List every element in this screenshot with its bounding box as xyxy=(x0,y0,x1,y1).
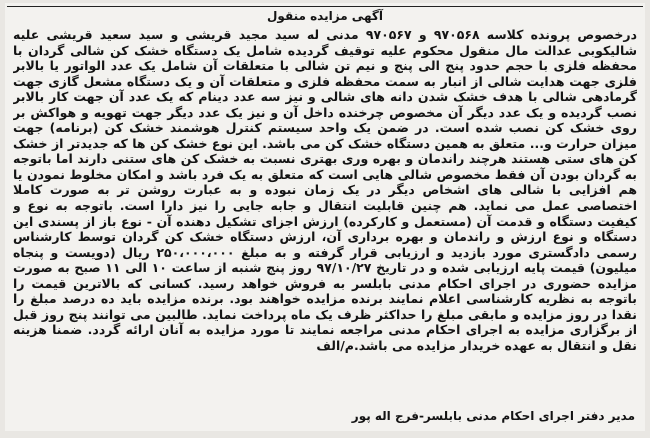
notice-title: آگهی مزایده منقول xyxy=(267,9,383,23)
notice-signature: مدیر دفتر اجرای احکام مدنی بابلسر-فرج اله پور xyxy=(351,409,635,423)
notice-body: درخصوص پرونده کلاسه ۹۷۰۵۶۸ و ۹۷۰۵۶۷ مدنی له سید مجید قریشی و سید سعید قریشی علیه شالیکوبی عدالت مال منقول محکوم علیه توقیف گردیده شامل یک دستگاه خشک کن شالی گردان با محفظه فلزی با حجم حدود پنج الی پنج و نیم تن شالی با متعلقات آن شامل یک عدد الواتور یا بالابر فلزی جهت هدایت شالی از انبار به سمت محفظه فلزی و متعلقات آن و یک دستگاه مشعل گازی جهت گرمادهی شالی با هدف خشک شدن دانه های شالی و نیز سه عدد دینام که یک عدد آن جهت کار بالابر نصب گردیده و یک عدد دیگر آن مخصوص چرخنده داخل آن و نیز یک عدد دیگر جهت تهویه و هواکش بر روی خشک کن نصب شده است. در ضمن یک واحد سیستم کنترل هوشمند خشک کن (برنامه) جهت میزان حرارت و... متعلق به همین دستگاه خشک کن می باشد. این نوع خشک کن ها که جدیدتر از خشک کن های ستی هستند هرچند راندمان و بهره وری بهتری نسبت به خشک کن های ستنی دارند اما باتوجه به گردان بودن آن فقط مخصوص شالی هایی است که متعلق به یک فرد باشد و امکان مخلوط نمودن یا هم افزایی با شالی های اشخاص دیگر در یک زمان نبوده و به عبارت روشن تر به صورت کاملا اختصاصی عمل می نماید. هم چنین قابلیت انتقال و جابه جایی را نیز دارا است. باتوجه به نوع و کیفیت دستگاه و قدمت آن (مستعمل و کارکرده) ارزش اجزای تشکیل دهنده آن - نوع باز از پسندی این دستگاه و نوع ارزش و راندمان و بهره برداری آن، ارزش دستگاه خشک کن گردان توسط کارشناس رسمی دادگستری مورد بازدید و ارزیابی قرار گرفته و به مبلغ ۲۵۰،۰۰۰،۰۰۰ ریال (دویست و پنجاه میلیون) قیمت پایه ارزیابی شده و در تاریخ ۹۷/۱۰/۲۷ روز پنج شنبه از ساعت ۱۰ الی ۱۱ صبح به صورت مزایده حضوری در اجرای احکام مدنی بابلسر به فروش خواهد رسید. کسانی که بالاترین قیمت را باتوجه به نظریه کارشناسی اعلام نمایند برنده مزایده خواهند بود. برنده مزایده باید ده درصد مبلغ را نقدا در روز مزایده و مابقی مبلغ را حداکثر ظرف یک ماه پرداخت نماید. طالبین می توانند پنج روز قبل از برگزاری مزایده به اجرای احکام مدنی مراجعه نمایند تا مورد مزایده به آنان ارائه گردد. ضمنا هزینه نقل و انتقال به عهده خریدار مزایده می باشد.م/الف xyxy=(13,27,637,353)
top-rule xyxy=(7,6,643,7)
auction-notice xyxy=(5,3,645,431)
